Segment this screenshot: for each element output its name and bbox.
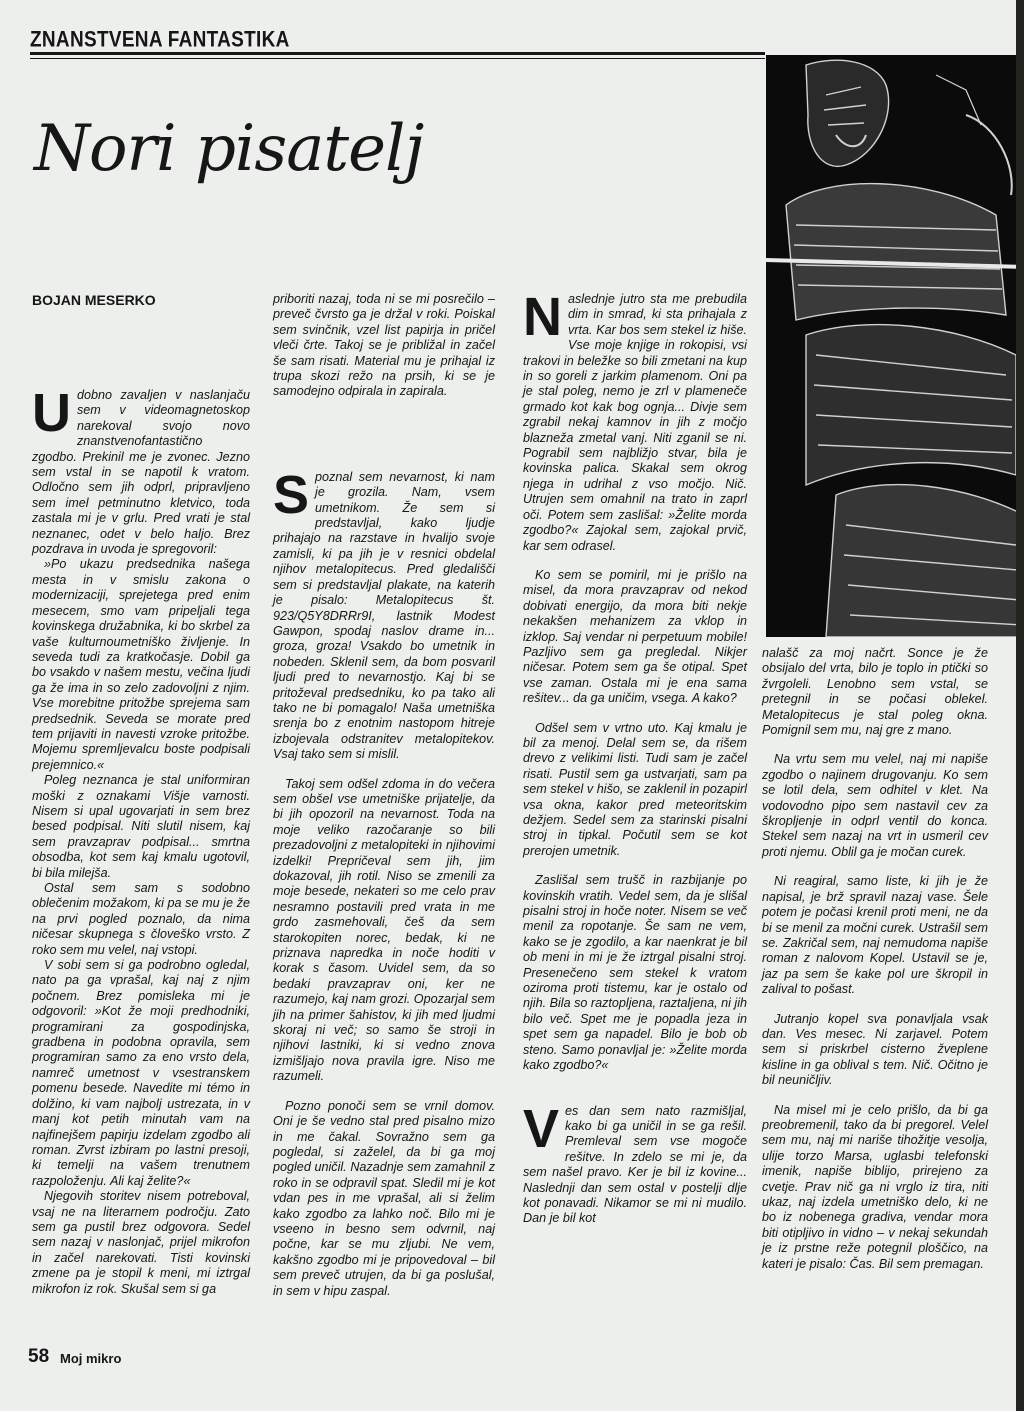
article-column-3 [523, 287, 748, 1227]
drop-cap: V [523, 1098, 560, 1159]
paragraph: Na misel mi je celo prišlo, da bi ga preobremenil, tako da bi pregorel. Velel sem mu, naj mi nariše tihožitje vesolja, ulije torzo Marsa, uglasbi telefonski imenik, napiše biblijo, prirejeno za cvetje. Prav nič ga ni vrglo iz tira, niti ukaz, naj izdela umetniško delo, ki ne bo iz nobenega gradiva, vendar mora biti otipljivo in vidno – v nekaj sekundah je iz prstne reže potegnil ploščico, na kateri je pisalo: Čas. Bil sem premagan. [762, 1102, 988, 1271]
paragraph: Jutranjo kopel sva ponavljala vsak dan. Ves mesec. Ni zarjavel. Potem sem si priskrbel cisterno žveplene kisline in ga oblival s tem. Nič. Očitno je bil neuničljiv. [762, 1011, 988, 1088]
robot-illustration [766, 55, 1024, 637]
page-spine [1016, 0, 1024, 1411]
magazine-name: Moj mikro [60, 1351, 122, 1366]
drop-cap: U [32, 383, 71, 443]
author-byline: BOJAN MESERKO [32, 292, 156, 308]
paragraph: dobno zavaljen v naslanjaču sem v videomagnetoskop narekoval svojo novo znanstvenofantastično zgodbo. Prekinil me je zvonec. Jezno sem vstal in se napotil k vratom. Odločno sem jih odprl, pripravljeno sem imel petminutno kletvico, toda zastala mi je v grlu. Pred vrati je stal neznanec, odet v belo haljo. Brez pozdrava in uvoda je spregovoril: [32, 388, 250, 557]
paragraph: Ni reagiral, samo liste, ki jih je že napisal, je brž spravil nazaj vase. Šele potem je počasi krenil proti meni, ne da bi se menil za močni curek. Ustrašil sem se. Zakričal sem, naj nemudoma napiše roman z nalovom Kopel. Ustavil se je, jaz pa sem še kake pol ure škropil in zalival to pošast. [762, 874, 988, 997]
paragraph: poznal sem nevarnost, ki nam je grozila. Nam, vsem umetnikom. Že sem si predstavljal, kako ljudje prihajajo na razstave in hvalijo svoje zamisli, ki pa jih je v resnici obdelal njihov metalopitecus. Pred gledališči sem si predstavljal plakate, na katerih je pisalo: Metalopitecus št. 923/Q5Y8DRRr9I, lastnik Modest Gawpon, spodaj naslov drame in... groza, groza! Vsakdo bo umetnik in nobeden. Sklenil sem, da bom posvaril ljudi pred to nevarnostjo. Kaj bi se pritoževal predsedniku, ko pa tako ali tako ne bi pomagalo! Naša umetniška srenja bo z enotnim nastopom hitreje izbojevala odstranitev metalopitekov. Vsaj tako sem si mislil. [273, 469, 495, 762]
article-column-2 [273, 292, 495, 1299]
paragraph: Njegovih storitev nisem potreboval, vsaj ne na literarnem področju. Zato sem ga pustil brez odgovora. Sedel sem nazaj v naslonjač, prijel mikrofon in začel narekovati. Tisti kovinski zmene pa je stopil k meni, mi iztrgal mikrofon iz rok. Skušal sem si ga [32, 1189, 250, 1296]
section-header: ZNANSTVENA FANTASTIKA [30, 28, 290, 53]
drop-cap: S [273, 464, 310, 525]
paragraph: es dan sem nato razmišljal, kako bi ga uničil in se ga rešil. Premleval sem vse mogoče rešitve. In zdelo se mi je, da sem našel pravo. Ker je bil iz kovine... Naslednji dan sem ostal v postelji dlje kot ponavadi. Nikamor se mi ni mudilo. Dan je bil kot [523, 1103, 747, 1226]
paragraph: nalašč za moj načrt. Sonce je že obsijalo del vrta, bilo je toplo in ptički so žvrgoleli. Lenobno sem vstal, se pretegnil in se počasi oblekel. Metalopitecus je stal poleg okna. Pomignil sem mu, naj gre z mano. [762, 646, 988, 738]
paragraph: Ko sem se pomiril, mi je prišlo na misel, da mora pravzaprav od nekod dobivati energijo, da mora biti nekje nekakšen mehanizem za vklop in izklop. Saj vendar ni perpetuum mobile! Pazljivo sem ga pregledal. Nikjer ničesar. Potem sem ga še otipal. Spet vse zaman. Ostala mi je ena sama rešitev... da ga uničim, vsega. A kako? [523, 567, 747, 706]
paragraph: priboriti nazaj, toda ni se mi posrečilo – preveč čvrsto ga je držal v roki. Poiskal sem svinčnik, vzel list papirja in pričel vleči črte. Takoj se je približal in začel še sam risati. Material mu je prihajal iz trupa skozi režo na prsih, ki se je samodejno odpirala in zapirala. [273, 292, 495, 399]
drop-cap: N [523, 287, 562, 347]
header-rule [30, 52, 765, 55]
paragraph: Na vrtu sem mu velel, naj mi napiše zgodbo o najinem drugovanju. Ko sem se lotil dela, sem odhitel v klet. Na vodovodno pipo sem nastavil cev za škropljenje in odprl ventil do konca. Stekel sem nazaj na vrt in usmeril cev proti njemu. Oblil ga je močan curek. [762, 752, 988, 859]
paragraph: aslednje jutro sta me prebudila dim in smrad, ki sta prihajala z vrta. Kar bos sem stekel iz hiše. Vse moje knjige in rokopisi, vsi trakovi in beležke so bili zmetani na kup in so goreli z jarkim plamenom. Oni pa je stal poleg, nemo je zrl v plameneče grmado kot kak bog ognja... Divje sem zgrabil nekaj kamnov in jih z močjo blazneža zmetal vanj. Niti zganil se ni. Pograbil sem najbližjo stvar, bila je kovinska palica. Skakal sem okrog njega in udrihal z vso močjo. Nič. Utrujen sem omahnil na trato in zaprl oči. Potem sem zaslišal: »Želite morda zgodbo?« Zajokal sem, zajokal prvič, kar sem odrasel. [523, 292, 747, 553]
paragraph: V sobi sem si ga podrobno ogledal, nato pa ga vprašal, kaj naj z njim počnem. Brez pomisleka mi je odgovoril: »Kot že moji predhodniki, programirani za gospodinjska, gradbena in podobna opravila, sem programiran samo za eno vrsto dela, namreč umetnost v vsestranskem pomenu besede. Navedite mi témo in dolžino, ki vam najbolj ustrezata, in v manj kot petih minutah vam na najfinejšem papirju izdelam zgodbo ali roman. Zvrst izbiram po lastni presoji, ki temelji na vašem trenutnem razpoloženju. Ali kaj želite?« [32, 958, 250, 1188]
paragraph: Pozno ponoči sem se vrnil domov. Oni je še vedno stal pred pisalno mizo in me čakal. Sovražno sem ga pogledal, si zaželel, da bi ga moj pogled uničil. Nazadnje sem zamahnil z roko in se odpravil spat. Sledil mi je kot vdan pes in me vprašal, ali si želim kako zgodbo za lahko noč. Bilo mi je vseeno in besno sem odvrnil, naj počne, kar se mu zljubi. Ne vem, kakšno zgodbo mi je pripovedoval – bil sem preveč utrujen, da bi ga poslušal, in sem v hipu zaspal. [273, 1098, 495, 1298]
paragraph: Ostal sem sam s sodobno oblečenim možakom, ki pa se mu je že na prvi pogled poznalo, da nima ničesar skupnega s človeško vrsto. Z roko sem mu velel, naj vstopi. [32, 881, 250, 957]
paragraph: Zaslišal sem trušč in razbijanje po kovinskih vratih. Vedel sem, da je slišal pisalni stroj in hoče noter. Nisem se več menil za ropotanje. Še sam ne vem, kako se je zgodilo, a kar naenkrat je bil ob meni in mi je že iztrgal pisalni stroj. Presenečeno sem stekel k vratom oziroma proti tistemu, kar je ostalo od njih. Bila so raztopljena, raztaljena, ni jih bilo več. Spet me je popadla jeza in spet sem ga napadel. Bilo je bob ob steno. Samo ponavljal je: »Želite morda kako zgodbo?« [523, 873, 748, 1073]
article-title: Nori pisatelj [34, 112, 424, 186]
article-column-1 [32, 383, 250, 1297]
header-rule-thin [30, 58, 765, 59]
paragraph: Poleg neznanca je stal uniformiran moški z oznakami Višje varnosti. Nisem si upal ugovarjati in sem brez besed podpisal. Niti slutil nisem, kaj sem pravzaprav podpisal... smrtna obsodba, kot sem kaj kmalu ugotovil, bi bila milejša. [32, 773, 250, 880]
page-number: 58 [28, 1346, 50, 1367]
paragraph: Takoj sem odšel zdoma in do večera sem obšel vse umetniške prijatelje, da bi jih opozoril na nevarnost. Toda na moje veliko razočaranje so bili prezadovoljni z metalopiteki in njihovimi izdelki! Prepričeval sem jih, jim dokazoval, jih rotil. Niso se zmenili za moje besede, nekateri so me celo prav nesramno postavili pred vrata in me grdo zasmehovali, češ da sem starokopiten norec, bedak, ki ne priznava napredka in noče hoditi v korak s časom. Uvidel sem, da so bedaki pravzaprav oni, ker ne razumejo, kaj nam grozi. Opozarjal sem jih na primer šahistov, ki jih med ljudmi skoraj ni več; so samo še stroji in njihovi lastniki, ki si vedno znova izmišljajo nova pravila igre. Niso me razumeli. [273, 776, 495, 1084]
article-column-4 [762, 646, 988, 1272]
paragraph: »Po ukazu predsednika našega mesta in v smislu zakona o modernizaciji, sprejetega pred enim mesecem, smo vam pripeljali tega kovinskega družabnika, ki bo skrbel za vaše kulturnoumetniško življenje. In seveda tudi za kratkočasje. Dobil ga bo vsakdo v našem mestu, večina ljudi ga že ima in so zelo zadovoljni z njim. Vse morebitne pritožbe sprejema sam predsednik. Seveda se morate pred tem prijaviti in navesti vzroke pritožbe. Mojemu spremljevalcu boste podpisali prejemnico.« [32, 557, 250, 772]
paragraph: Odšel sem v vrtno uto. Kaj kmalu je bil za menoj. Delal sem se, da rišem drevo z velikimi listi. Tudi sam je začel risati. Pustil sem ga ustvarjati, sam pa sem stekel v hišo, se zaklenil in pozapirl vsa okna, kakor pred meteoritskim dežjem. Sedel sem za starinski pisalni stroj in tipkal. Počutil sem se kot prerojen umetnik. [523, 720, 747, 858]
